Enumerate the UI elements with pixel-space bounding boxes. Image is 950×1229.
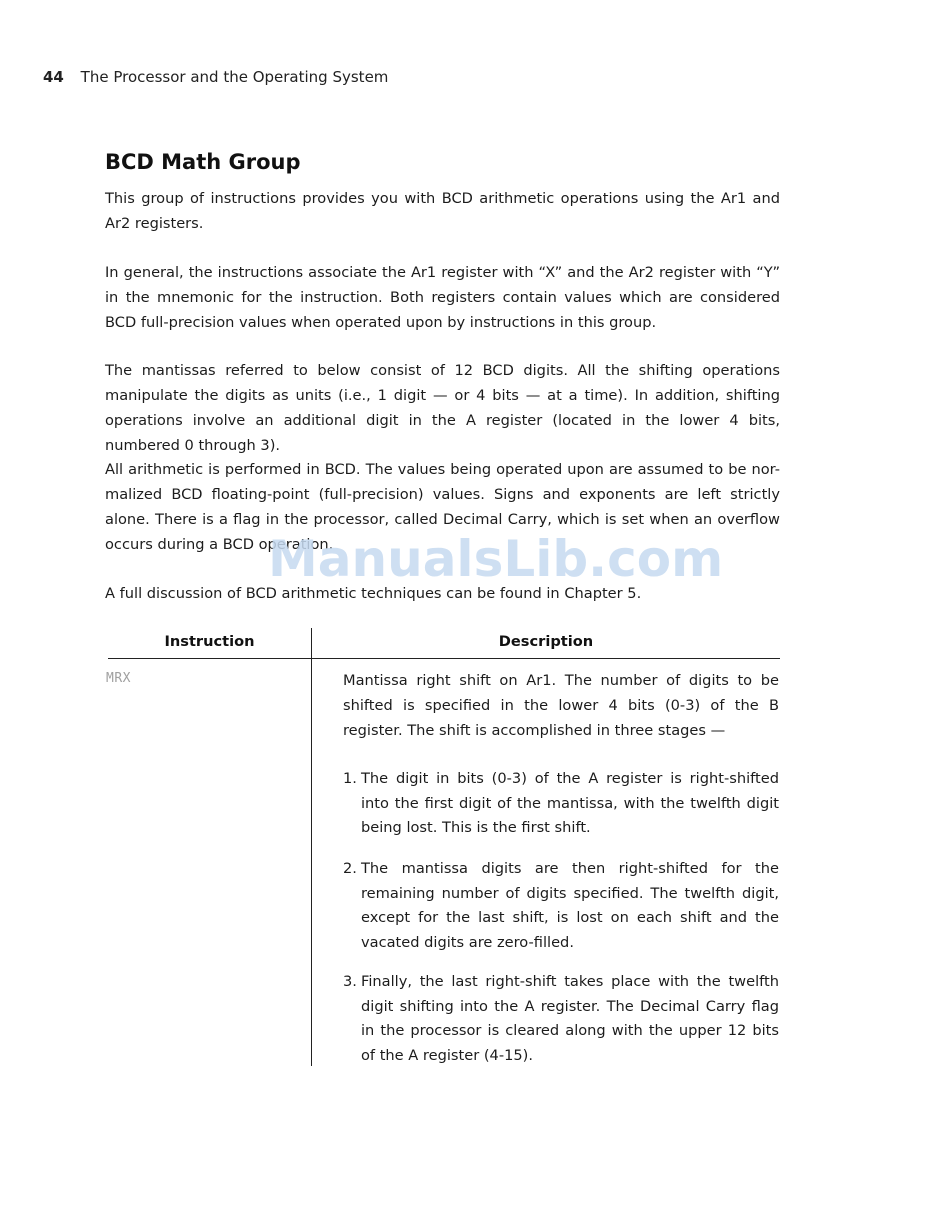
list-item [343,970,779,1068]
list-item-number: 3. [343,973,357,990]
list-item-text: The mantissa digits are then right-shifted for the remaining number of digits specified. The twelfth digit, except for the last shift, is lost on each shift and the vacated digits are zero-filled. [361,860,779,951]
paragraph-registers: In general, the instructions associate the Ar1 register with “X” and the Ar2 register with “Y” in the mnemonic for the instruction. Both registers contain values which are considered BCD full-precision values when operated upon by instructions in this group. [105,264,780,331]
table-header-rule [108,658,780,659]
watermark: ManualsLib.com [268,530,724,588]
list-item-number: 2. [343,860,357,877]
page-number: 44 [43,68,64,86]
list-item-text: The digit in bits (0-3) of the A register is right-shifted into the first digit of the mantissa, with the twelfth digit being lost. This is the first shift. [361,770,779,836]
paragraph-mantissas: The mantissas referred to below consist of 12 BCD digits. All the shifting operations manipulate the digits as units (i.e., 1 digit — or 4 bits — at a time). In addition, shifting operations involve an additional digit in the A register (located in the lower 4 bits, numbered 0 through 3). [105,362,780,454]
running-head [43,68,388,86]
paragraph-intro: This group of instructions provides you with BCD arithmetic operations using the Ar1 and Ar2 registers. [105,190,780,232]
table-header-instruction: Instruction [164,633,255,650]
list-item-text: Finally, the last right-shift takes place with the twelfth digit shifting into the A register. The Decimal Carry flag in the processor is cleared along with the upper 12 bits of the A register (4-15). [361,973,779,1064]
section-title: BCD Math Group [105,150,301,174]
instruction-mnemonic: MRX [106,671,131,686]
running-head-title: The Processor and the Operating System [80,68,389,86]
list-item [343,767,779,841]
instruction-description: Mantissa right shift on Ar1. The number of digits to be shifted is specified in the lower 4 bits (0-3) of the B register. The shift is accomplished in three stages — [343,672,779,739]
paragraph-arithmetic: All arithmetic is performed in BCD. The values being operated upon are assumed to be nor-malized BCD floating-point (full-precision) values. Signs and exponents are left strictly alone. There is a flag in the processor, called Decimal Carry, which is set when an overflow occurs during a BCD operation. [105,461,780,553]
paragraph-reference: A full discussion of BCD arithmetic techniques can be found in Chapter 5. [105,585,642,602]
list-item [343,857,779,955]
list-item-number: 1. [343,770,357,787]
table-column-divider [311,628,312,1066]
table-header-description: Description [498,633,594,650]
